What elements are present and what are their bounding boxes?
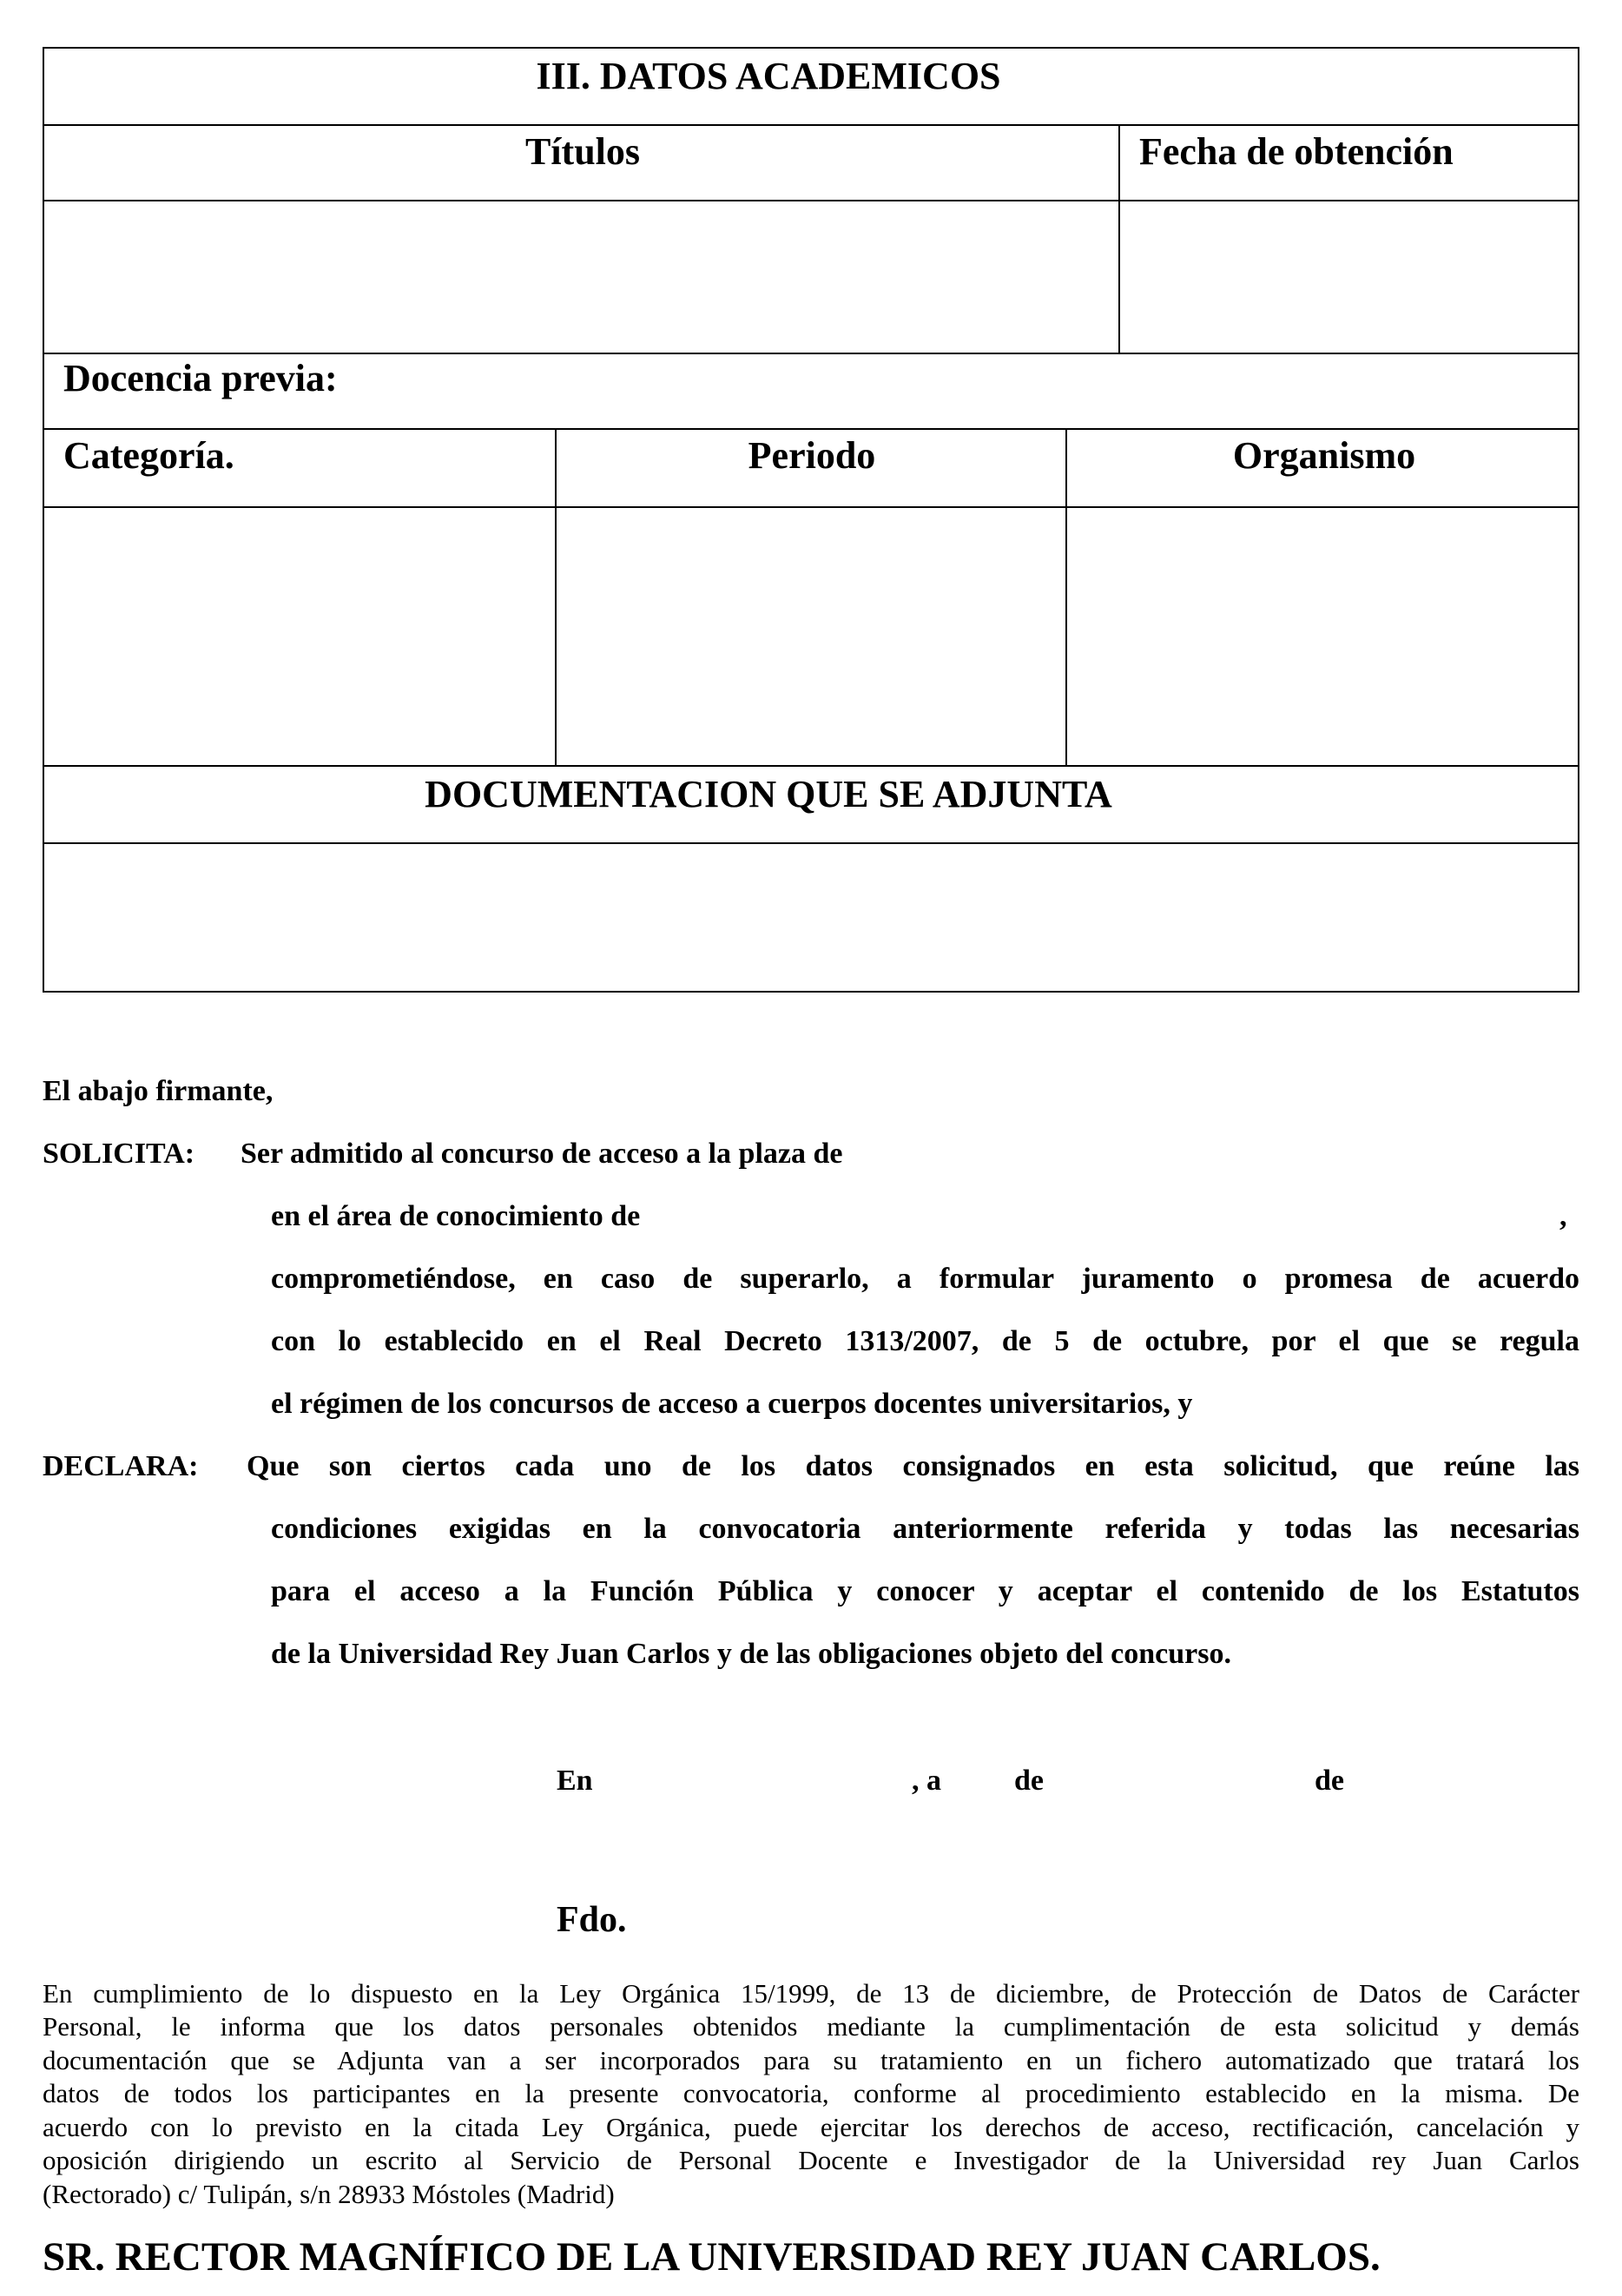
privacy-notice-line: En cumplimiento de lo dispuesto en la Ley Orgánica 15/1999, de 13 de diciembre, de Protección de Datos de Carácter xyxy=(43,1978,1579,2009)
documentacion-title: DOCUMENTACION QUE SE ADJUNTA xyxy=(425,773,1112,815)
divider xyxy=(44,124,1578,126)
addressee: SR. RECTOR MAGNÍFICO DE LA UNIVERSIDAD REY JUAN CARLOS. xyxy=(43,2234,1381,2280)
signature-label: Fdo. xyxy=(557,1900,627,1940)
date-de: de xyxy=(1315,1765,1344,1797)
date-en: En xyxy=(557,1765,593,1797)
solicita-comma: , xyxy=(1559,1200,1567,1232)
declara-text: de la Universidad Rey Juan Carlos y de las obligaciones objeto del concurso. xyxy=(271,1638,1231,1670)
declara-text: Que son ciertos cada uno de los datos consignados en esta solicitud, que reúne las xyxy=(247,1450,1579,1482)
periodo-field[interactable] xyxy=(557,508,1065,764)
documentacion-field[interactable] xyxy=(44,844,1578,991)
solicita-text: Ser admitido al concurso de acceso a la plaza de xyxy=(241,1138,843,1170)
header-periodo: Periodo xyxy=(748,434,876,477)
date-de: de xyxy=(1014,1765,1044,1797)
declara-text: para el acceso a la Función Pública y conocer y aceptar el contenido de los Estatutos xyxy=(271,1575,1579,1607)
titulos-field[interactable] xyxy=(44,201,1118,352)
divider xyxy=(44,765,1578,767)
header-organismo: Organismo xyxy=(1232,434,1416,477)
privacy-notice-line: (Rectorado) c/ Tulipán, s/n 28933 Móstoles (Madrid) xyxy=(43,2179,615,2209)
organismo-field[interactable] xyxy=(1067,508,1578,764)
date-a: , a xyxy=(912,1765,941,1797)
solicita-text: en el área de conocimiento de xyxy=(271,1200,641,1232)
section-title: III. DATOS ACADEMICOS xyxy=(536,55,1001,97)
docencia-label: Docencia previa: xyxy=(63,357,338,399)
declara-label: DECLARA: xyxy=(43,1450,199,1482)
header-fecha: Fecha de obtención xyxy=(1139,130,1454,173)
academic-data-table xyxy=(43,47,1579,993)
privacy-notice-line: oposición dirigiendo un escrito al Servicio de Personal Docente e Investigador de la Universidad rey Juan Carlos xyxy=(43,2145,1579,2175)
privacy-notice-line: documentación que se Adjunta van a ser incorporados para su tratamiento en un fichero automatizado que tratará los xyxy=(43,2045,1579,2075)
solicita-text: con lo establecido en el Real Decreto 1313/2007, de 5 de octubre, por el que se regula xyxy=(271,1325,1579,1357)
intro-text: El abajo firmante, xyxy=(43,1075,274,1107)
header-categoria: Categoría. xyxy=(63,434,234,477)
fecha-field[interactable] xyxy=(1120,201,1578,352)
privacy-notice-line: acuerdo con lo previsto en la citada Ley Orgánica, puede ejercitar los derechos de acceso, rectificación, cancelación y xyxy=(43,2112,1579,2142)
categoria-field[interactable] xyxy=(44,508,554,764)
declara-text: condiciones exigidas en la convocatoria anteriormente referida y todas las necesarias xyxy=(271,1513,1579,1545)
solicita-text: comprometiéndose, en caso de superarlo, a formular juramento o promesa de acuerdo xyxy=(271,1263,1579,1295)
solicita-label: SOLICITA: xyxy=(43,1138,195,1170)
solicita-text: el régimen de los concursos de acceso a cuerpos docentes universitarios, y xyxy=(271,1388,1193,1420)
header-titulos: Títulos xyxy=(524,130,641,173)
privacy-notice-line: datos de todos los participantes en la presente convocatoria, conforme al procedimiento establecido en la misma. De xyxy=(43,2078,1579,2108)
privacy-notice-line: Personal, le informa que los datos personales obtenidos mediante la cumplimentación de esta solicitud y demás xyxy=(43,2011,1579,2042)
divider xyxy=(44,428,1578,430)
divider xyxy=(44,353,1578,354)
